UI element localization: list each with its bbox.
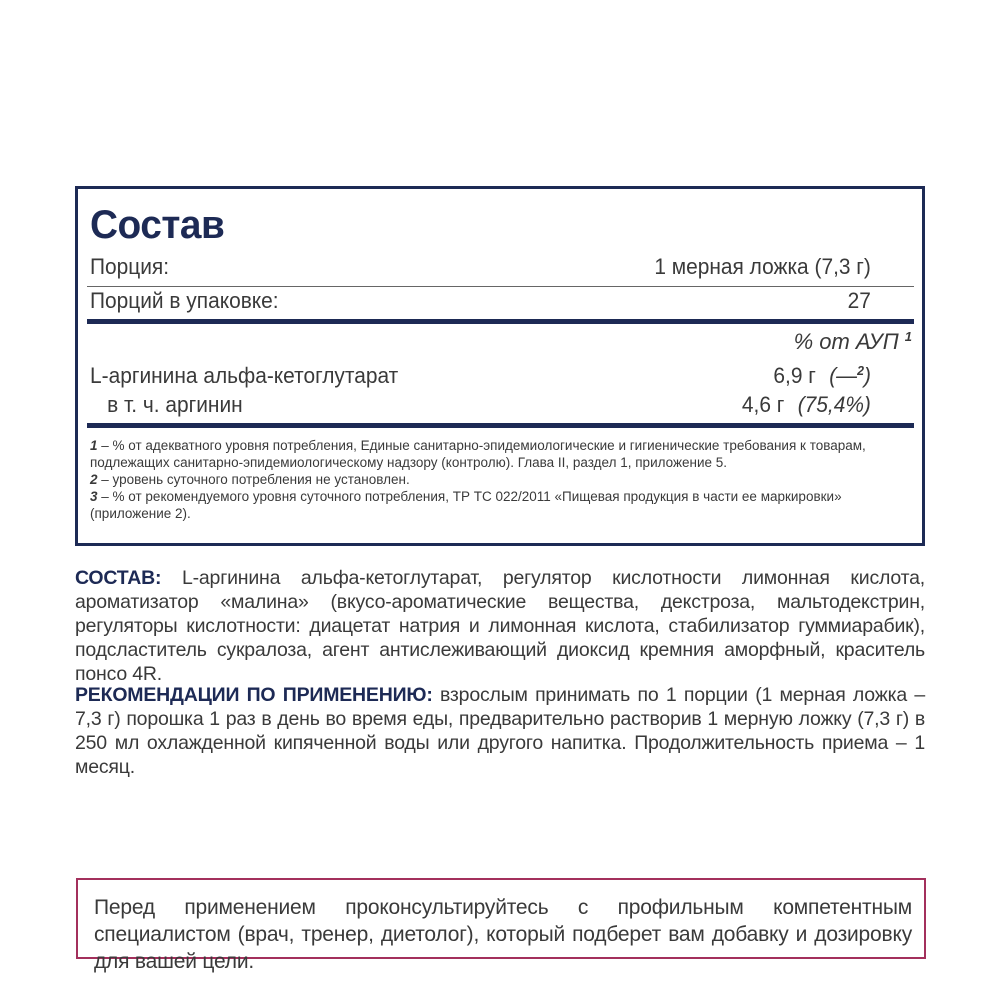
ingredient-row [90, 361, 871, 391]
footnote-text: – уровень суточного потребления не установлен. [97, 472, 410, 487]
footnotes [90, 437, 908, 522]
portion-value: 1 мерная ложка (7,3 г) [654, 254, 871, 279]
recommendations-label: РЕКОМЕНДАЦИИ ПО ПРИМЕНЕНИЮ: [75, 684, 433, 706]
ingredient-percent: (75,4%) [797, 392, 871, 417]
panel-title: Состав [90, 203, 225, 247]
footnote-text: – % от рекомендуемого уровня суточного потребления, ТР ТС 022/2011 «Пищевая продукция в части ее маркировки» (приложение 2). [90, 489, 842, 521]
ingredient-percent [829, 363, 871, 389]
composition-text: L-аргинина альфа-кетоглутарат, регулятор кислотности лимонная кислота, ароматизатор «малина» (вкусо-ароматические вещества, декстроза, мальтодекстрин, регуляторы кислотности: диацетат натрия и лимонная кислота, стабилизатор гуммиарабик), подсластитель сукралоза, агент антислеживающий диоксид кремния аморфный, краситель понсо 4R. [75, 567, 925, 685]
recommendations-paragraph [75, 683, 925, 779]
footnote-number: 1 [90, 438, 98, 453]
footnote-number: 3 [90, 489, 98, 504]
ingredient-amount: 4,6 г [741, 392, 785, 417]
ingredient-name: в т. ч. аргинин [107, 392, 243, 417]
footnote-number: 2 [90, 472, 98, 487]
ingredient-amount: 6,9 г [773, 363, 816, 388]
consultation-notice [76, 878, 926, 973]
aup-header-text: % от АУП [793, 329, 899, 354]
footnote [90, 488, 908, 522]
portions-per-pack-row [90, 286, 871, 316]
thick-divider [87, 319, 914, 324]
composition-label: СОСТАВ: [75, 567, 162, 589]
ingredient-subrow [90, 390, 871, 420]
consultation-text: Перед применением проконсультируйтесь с профильным компетентным специалистом (врач, тренер, диетолог), который подберет вам добавку и дозировку для вашей цели. [94, 896, 912, 973]
portion-row [90, 252, 871, 282]
thick-divider [87, 423, 914, 428]
ingredient-value [742, 392, 871, 418]
footnote-mark: 2 [857, 363, 864, 378]
aup-column-header [794, 329, 912, 355]
portions-per-pack-label: Порций в упаковке: [90, 288, 279, 313]
footnote-text: – % от адекватного уровня потребления, Единые санитарно-эпидемиологические и гигиенические требования к товарам, подлежащих санитарно-эпидемиологическому надзору (контролю). Глава II, раздел 1, приложение 5. [90, 438, 866, 470]
ingredient-value [773, 363, 870, 389]
portion-label: Порция: [90, 254, 170, 279]
ingredient-name: L-аргинина альфа-кетоглутарат [90, 363, 399, 388]
footnote [90, 471, 908, 488]
recommendations-text: взрослым принимать по 1 порции (1 мерная ложка – 7,3 г) порошка 1 раз в день во время еды, предварительно растворив 1 мерную ложку (7,3 г) в 250 мл охлажденной кипяченной воды или другого напитка. Продолжительность приема – 1 месяц. [75, 684, 925, 778]
percent-close: ) [863, 363, 871, 388]
percent-text: (— [829, 363, 858, 388]
composition-paragraph [75, 566, 925, 686]
supplement-facts-panel [75, 186, 925, 546]
footnote [90, 437, 908, 471]
portions-per-pack-value: 27 [847, 288, 871, 313]
footnote-mark: 1 [904, 329, 912, 344]
